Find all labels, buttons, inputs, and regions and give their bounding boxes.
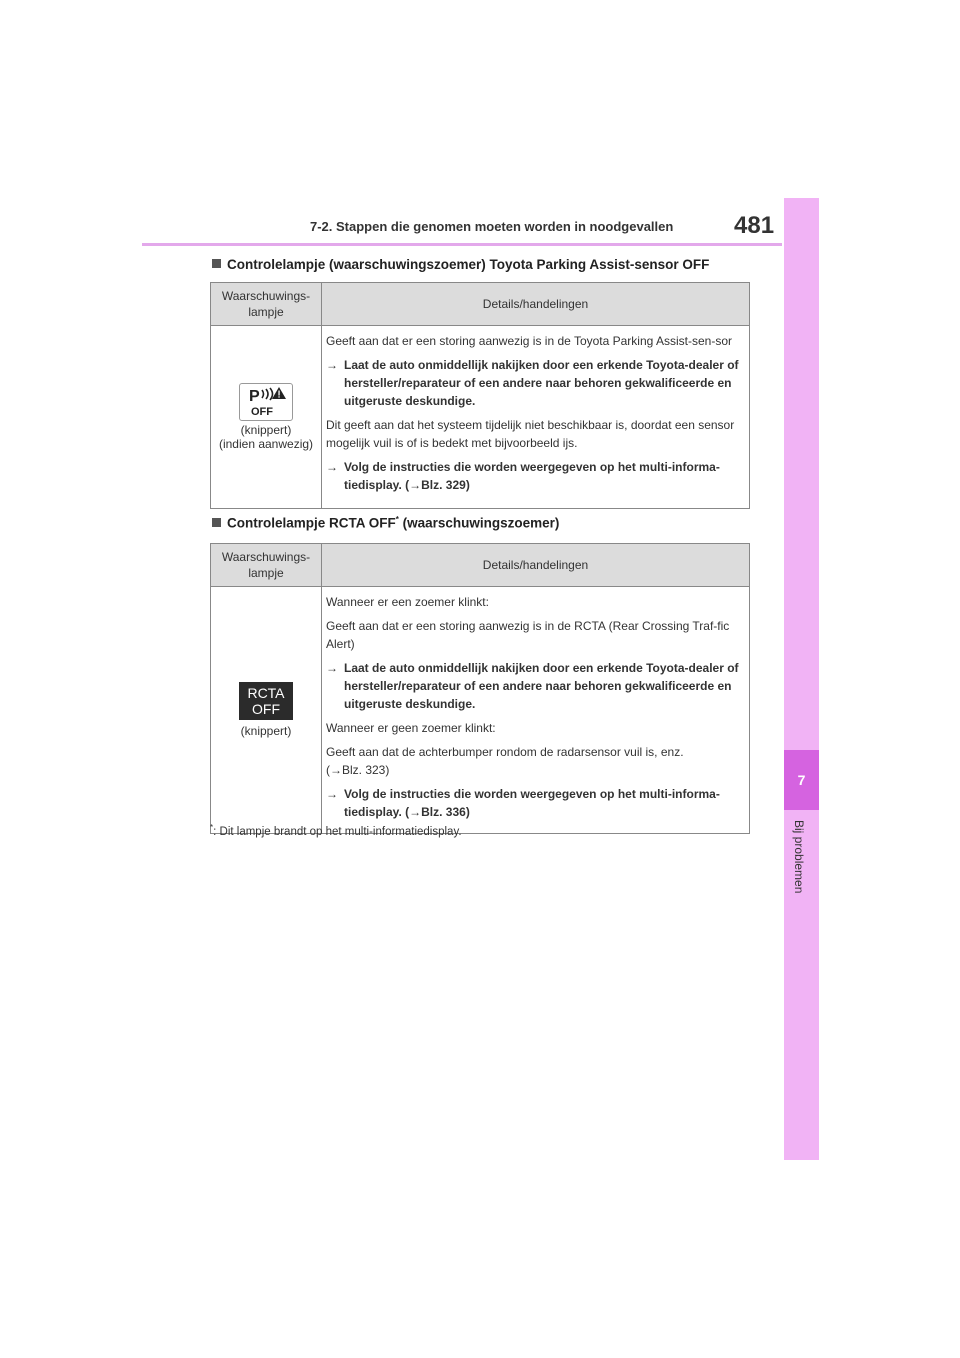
lamp-cell [211,587,322,834]
arrow-icon: → [326,661,338,675]
lamp-caption-if-present: (indien aanwezig) [218,437,314,451]
arrow-icon: → [326,787,338,801]
section-heading-rcta: Controlelampje RCTA OFF* (waarschuwingszoemer) [212,515,559,531]
details-paragraph: Dit geeft aan dat het systeem tijdelijk niet beschikbaar is, doordat een sensor mogelijk vuil is of is bedekt met bijvoorbeeld ijs. [326,418,735,450]
header-title: 7-2. Stappen die genomen moeten worden in noodgevallen [310,219,674,234]
footnote: *: Dit lampje brandt op het multi-informatiedisplay. [210,823,462,838]
chapter-number: 7 [797,772,806,788]
bullet-square-icon [212,518,221,527]
details-paragraph: Wanneer er een zoemer klinkt: [326,595,489,609]
details-paragraph: Geeft aan dat er een storing aanwezig is in de Toyota Parking Assist-sen-sor [326,334,733,348]
action-item: → Laat de auto onmiddellijk nakijken door een erkende Toyota-dealer of hersteller/reparateur of een andere naar behoren gekwalificeerde en uitgeruste deskundige. [326,358,739,408]
bullet-square-icon [212,259,221,268]
action-item: → Volg de instructies die worden weergegeven op het multi-informa-tiedisplay. (→Blz. 336) [326,787,720,819]
arrow-icon: → [326,460,338,474]
rcta-off-icon: RCTA OFF [239,682,293,720]
lamp-caption-blink: (knippert) [240,724,292,738]
col-header-lamp: Waarschuwings- lampje [211,283,322,326]
warning-table-rcta [210,543,750,834]
header-divider [142,243,782,246]
warning-table-parking-assist [210,282,750,509]
details-paragraph: Geeft aan dat er een storing aanwezig is in de RCTA (Rear Crossing Traf-fic Alert) [326,619,730,651]
col-header-details: Details/handelingen [322,544,750,587]
action-item: → Laat de auto onmiddellijk nakijken door een erkende Toyota-dealer of hersteller/reparateur of een andere naar behoren gekwalificeerde en uitgeruste deskundige. [326,661,739,711]
action-item: → Volg de instructies die worden weergegeven op het multi-informa-tiedisplay. (→Blz. 329) [326,460,720,492]
chapter-side-tab [784,198,819,1160]
lamp-cell [211,326,322,509]
col-header-lamp: Waarschuwings- lampje [211,544,322,587]
arrow-icon: → [326,358,338,372]
svg-text:OFF: OFF [251,406,273,418]
details-cell [322,326,750,509]
lamp-caption-blink: (knippert) [240,423,292,437]
page-number: 481 [734,212,775,239]
svg-text:P: P [249,388,260,405]
details-cell [322,587,750,834]
chapter-label: Bij problemen [792,820,806,894]
details-paragraph: Geeft aan dat de achterbumper rondom de radarsensor vuil is, enz. (→Blz. 323) [326,745,684,777]
section-heading-parking-assist: Controlelampje (waarschuwingszoemer) Toyota Parking Assist-sensor OFF [212,257,709,272]
details-paragraph: Wanneer er geen zoemer klinkt: [326,721,496,735]
page-reference-link[interactable]: Blz. 336 [421,805,466,819]
page-reference-link[interactable]: Blz. 329 [421,478,466,492]
page-reference-link[interactable]: (→Blz. 323) [326,763,390,777]
parking-assist-off-icon [239,383,293,421]
col-header-details: Details/handelingen [322,283,750,326]
